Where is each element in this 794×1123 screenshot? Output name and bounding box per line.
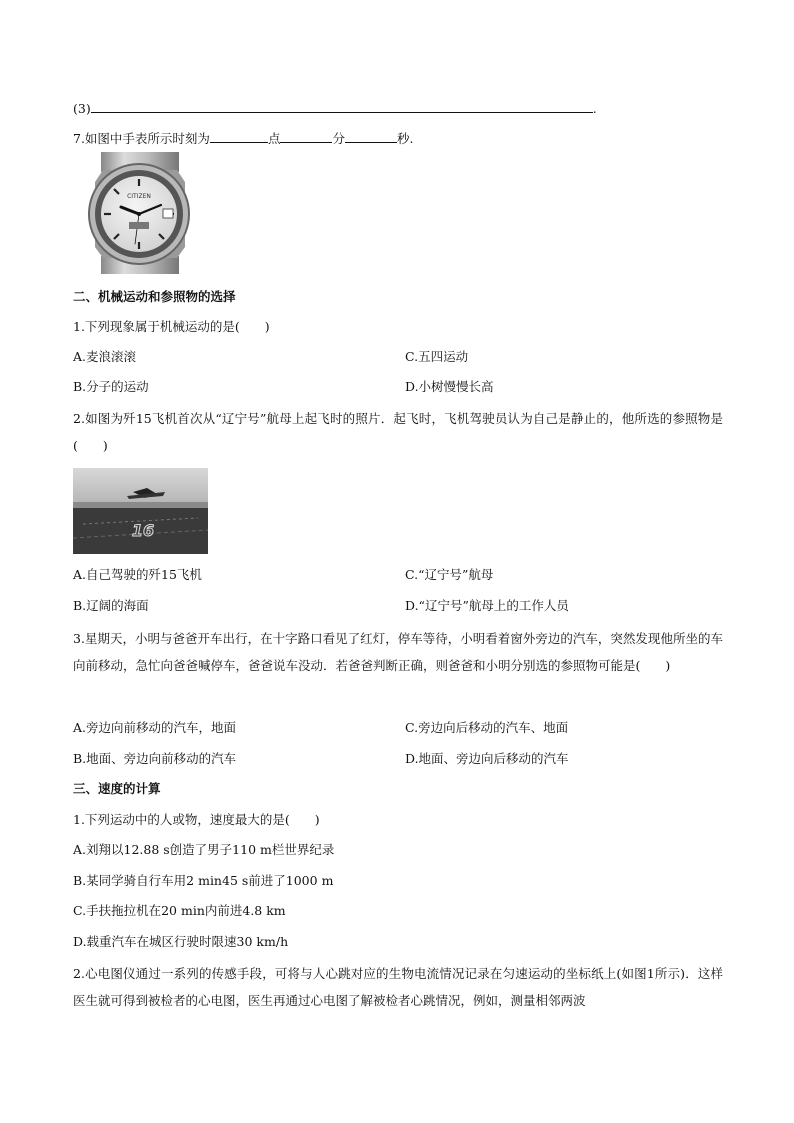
q6-item3-line	[73, 100, 597, 117]
hour-blank	[210, 130, 268, 143]
s2-q2-option-d: D.“辽宁号”航母上的工作人员	[405, 598, 569, 613]
s3-q1-option-d: D.载重汽车在城区行驶时限速30 km/h	[73, 934, 289, 949]
s2-q3-option-c: C.旁边向后移动的汽车、地面	[405, 720, 569, 735]
s2-q1-option-d: D.小树慢慢长高	[405, 379, 494, 394]
s2-q3-stem: 3.星期天，小明与爸爸开车出行，在十字路口看见了红灯，停车等待，小明看着窗外旁边的汽车，突然发现他所坐的车向前移动，急忙向爸爸喊停车，爸爸说车没动．若爸爸判断正确，则爸爸和小明分别选的参照物可能是( )	[73, 631, 723, 673]
s2-q2-option-c: C.“辽宁号”航母	[405, 567, 494, 582]
section3-title: 三、速度的计算	[73, 781, 161, 796]
carrier-photo	[73, 468, 208, 554]
s3-q1-option-b: B.某同学骑自行车用2 min45 s前进了1000 m	[73, 873, 334, 888]
s2-q3-option-b: B.地面、旁边向前移动的汽车	[73, 751, 237, 766]
minute-unit: 分	[332, 131, 345, 146]
hour-unit: 点	[267, 131, 281, 146]
s2-q2-option-b: B.辽阔的海面	[73, 598, 149, 613]
second-blank	[345, 130, 397, 143]
q7-line	[73, 130, 413, 147]
s2-q3-option-d: D.地面、旁边向后移动的汽车	[405, 751, 569, 766]
s3-q1-option-c: C.手扶拖拉机在20 min内前进4.8 km	[73, 903, 286, 918]
s2-q1-option-a: A.麦浪滚滚	[73, 349, 137, 364]
carrier-illustration	[73, 468, 208, 554]
q6-item3-end: .	[592, 101, 597, 116]
second-unit: 秒.	[396, 131, 414, 146]
minute-blank	[280, 130, 332, 143]
q6-item3-label: (3)	[73, 101, 91, 116]
q7-text: 7.如图中手表所示时刻为	[73, 131, 210, 146]
deck-marking: 16	[131, 521, 155, 540]
answer-blank	[91, 100, 593, 113]
s3-q1-stem: 1.下列运动中的人或物，速度最大的是( )	[73, 812, 320, 827]
s2-q1-stem: 1.下列现象属于机械运动的是( )	[73, 319, 270, 334]
s3-q1-option-a: A.刘翔以12.88 s创造了男子110 m栏世界纪录	[73, 842, 335, 857]
s2-q1-option-b: B.分子的运动	[73, 379, 149, 394]
s2-q2-stem: 2.如图为歼15飞机首次从“辽宁号”航母上起飞时的照片．起飞时，飞机驾驶员认为自己是静止的，他所选的参照物是( )	[73, 411, 723, 453]
watch-illustration	[73, 152, 203, 274]
s2-q3-option-a: A.旁边向前移动的汽车，地面	[73, 720, 237, 735]
s3-q2-stem: 2.心电图仪通过一系列的传感手段，可将与人心跳对应的生物电流情况记录在匀速运动的坐标纸上(如图1所示)．这样医生就可得到被检者的心电图，医生再通过心电图了解被检者心跳情况，例如，测量相邻两波	[73, 966, 723, 1008]
s2-q2-option-a: A.自己驾驶的歼15飞机	[73, 567, 202, 582]
s2-q1-option-c: C.五四运动	[405, 349, 469, 364]
section2-title: 二、机械运动和参照物的选择	[73, 289, 236, 304]
watch-brand: CITIZEN	[127, 193, 151, 200]
watch-image	[73, 152, 203, 274]
